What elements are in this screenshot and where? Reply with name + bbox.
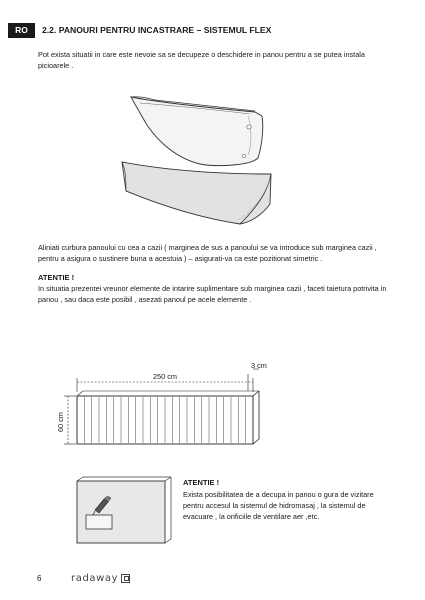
warning-text-2: Exista posibilitatea de a decupa in panou o gura de vizitare pentru accesul la sistemul de hidromasaj , la sistemul de evacuare , la orificiile de ventilare aer ,etc. bbox=[183, 490, 374, 521]
logo-text: radaway bbox=[71, 572, 119, 584]
page-number: 6 bbox=[37, 574, 42, 583]
width-dimension-label: 250 cm bbox=[153, 372, 177, 381]
jigsaw-icon bbox=[93, 497, 111, 515]
width-dimension bbox=[77, 369, 259, 392]
warning-title-2: ATENTIE ! bbox=[183, 478, 220, 487]
alignment-paragraph: Aliniati curbura panoului cu cea a cazii ( marginea de sus a panoului se va introduce sub marginea cazii , pentru a asigura o sustinere buna a acestuia ) – asigurati-va ca este pozitionat simetric . bbox=[38, 243, 377, 263]
height-dimension-label: 60 cm bbox=[56, 412, 65, 432]
warning-title-1: ATENTIE ! bbox=[38, 273, 75, 282]
slatted-panel-drawing bbox=[77, 391, 259, 444]
bathtub-drawing bbox=[131, 97, 263, 166]
warning-text-1: In situatia prezentei vreunor elemente de intarire suplimentare sub marginea cazii , faceti taietura potrivita in panou , sau daca este posibil , asezati panoul pe acele elemente . bbox=[38, 284, 387, 304]
curved-panel-drawing bbox=[122, 162, 271, 224]
height-dimension bbox=[64, 396, 76, 444]
intro-paragraph: Pot exista situatii in care este nevoie sa se decupeze o deschidere in panou pentru a se putea instala picioarele . bbox=[38, 50, 365, 70]
section-title: 2.2. PANOURI PENTRU INCASTRARE – SISTEMUL FLEX bbox=[42, 25, 272, 35]
radaway-logo bbox=[71, 571, 130, 585]
access-hatch-drawing bbox=[77, 477, 171, 543]
language-badge: RO bbox=[8, 23, 35, 38]
depth-dimension-label: 3 cm bbox=[251, 361, 267, 370]
logo-mark-icon bbox=[121, 574, 130, 583]
